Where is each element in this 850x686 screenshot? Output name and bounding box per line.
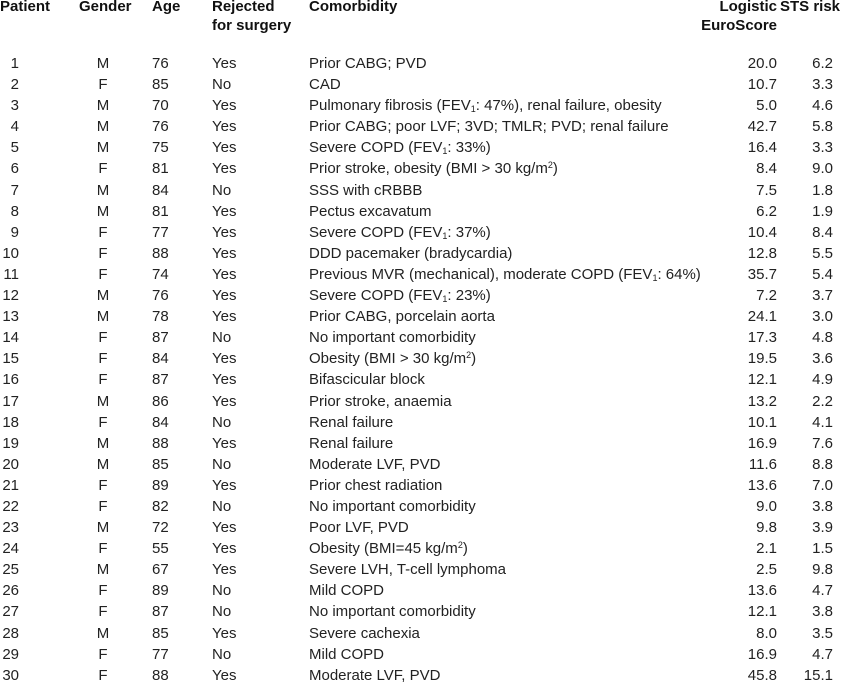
table-row bbox=[0, 158, 850, 179]
cell-euroscore: 12.1 bbox=[747, 371, 777, 389]
cell-comorbidity: Severe COPD ($FEV_1$: 33%) bbox=[309, 139, 491, 157]
cell-sts: 1.9 bbox=[812, 202, 833, 220]
table-row bbox=[0, 222, 850, 243]
cell-comorbidity: No important comorbidity bbox=[309, 497, 476, 515]
cell-euroscore: 13.2 bbox=[747, 392, 777, 410]
cell-comorbidity: CAD bbox=[309, 76, 341, 94]
cell-euroscore: 35.7 bbox=[747, 265, 777, 283]
cell-rejected: No bbox=[212, 76, 232, 94]
table-body bbox=[0, 53, 850, 686]
cell-gender: M bbox=[96, 434, 110, 452]
cell-comorbidity: Prior stroke, obesity (BMI > 30 $kg/m^2$) bbox=[309, 160, 558, 178]
cell-sts: 3.5 bbox=[812, 624, 833, 642]
cell-euroscore: 16.9 bbox=[747, 645, 777, 663]
cell-patient: 3 bbox=[10, 97, 19, 115]
table-row bbox=[0, 644, 850, 665]
cell-gender: F bbox=[98, 540, 108, 558]
cell-comorbidity: Poor LVF, PVD bbox=[309, 519, 409, 537]
cell-comorbidity: Severe LVH, T-cell lymphoma bbox=[309, 561, 507, 579]
cell-sts: 3.0 bbox=[812, 308, 833, 326]
cell-gender: M bbox=[96, 561, 110, 579]
cell-comorbidity: Moderate LVF, PVD bbox=[309, 666, 441, 684]
cell-rejected: Yes bbox=[212, 666, 237, 684]
cell-euroscore: 7.5 bbox=[756, 181, 777, 199]
cell-age: 87 bbox=[152, 603, 169, 621]
cell-rejected: Yes bbox=[212, 223, 237, 241]
cell-gender: M bbox=[96, 97, 110, 115]
table-row bbox=[0, 180, 850, 201]
cell-euroscore: 42.7 bbox=[747, 118, 777, 136]
cell-rejected: Yes bbox=[212, 519, 237, 537]
cell-age: 89 bbox=[152, 476, 169, 494]
table-row bbox=[0, 391, 850, 412]
cell-euroscore: 16.9 bbox=[747, 434, 777, 452]
cell-comorbidity: No important comorbidity bbox=[309, 603, 476, 621]
cell-patient: 25 bbox=[2, 561, 19, 579]
cell-comorbidity: Severe COPD ($FEV_1$: 37%) bbox=[309, 223, 491, 241]
cell-patient: 27 bbox=[2, 603, 19, 621]
cell-rejected: Yes bbox=[212, 265, 237, 283]
cell-euroscore: 9.8 bbox=[756, 519, 777, 537]
cell-patient: 26 bbox=[2, 582, 19, 600]
cell-age: 86 bbox=[152, 392, 169, 410]
cell-sts: 1.8 bbox=[812, 181, 833, 199]
cell-euroscore: 45.8 bbox=[747, 666, 777, 684]
table-row bbox=[0, 475, 850, 496]
cell-sts: 4.1 bbox=[812, 413, 833, 431]
cell-comorbidity: Severe COPD ($FEV_1$: 23%) bbox=[309, 287, 491, 305]
table-row bbox=[0, 53, 850, 74]
cell-patient: 18 bbox=[2, 413, 19, 431]
cell-rejected: Yes bbox=[212, 118, 237, 136]
cell-rejected: Yes bbox=[212, 244, 237, 262]
cell-comorbidity: Pulmonary fibrosis ($FEV_1$: 47%), renal failure, obesity bbox=[309, 97, 662, 115]
cell-comorbidity: Mild COPD bbox=[309, 645, 385, 663]
cell-patient: 1 bbox=[10, 55, 19, 72]
cell-comorbidity: Prior CABG; PVD bbox=[309, 55, 427, 72]
cell-rejected: No bbox=[212, 413, 232, 431]
cell-rejected: No bbox=[212, 497, 232, 515]
cell-euroscore: 2.1 bbox=[756, 540, 777, 558]
cell-euroscore: 5.0 bbox=[756, 97, 777, 115]
cell-rejected: Yes bbox=[212, 287, 237, 305]
cell-euroscore: 16.4 bbox=[747, 139, 777, 157]
cell-rejected: No bbox=[212, 645, 232, 663]
header-rejected bbox=[212, 0, 291, 35]
cell-age: 87 bbox=[152, 329, 169, 347]
cell-euroscore: 20.0 bbox=[747, 55, 777, 72]
cell-comorbidity: Previous MVR (mechanical), moderate COPD ($FEV_1$: 64%) bbox=[309, 265, 701, 283]
cell-age: 85 bbox=[152, 624, 169, 642]
table-row bbox=[0, 433, 850, 454]
cell-gender: F bbox=[98, 371, 108, 389]
cell-comorbidity: Mild COPD bbox=[309, 582, 385, 600]
cell-age: 77 bbox=[152, 645, 169, 663]
cell-gender: F bbox=[98, 413, 108, 431]
table-row bbox=[0, 74, 850, 95]
table-row bbox=[0, 243, 850, 264]
cell-comorbidity: Severe cachexia bbox=[309, 624, 420, 642]
cell-sts: 8.4 bbox=[812, 223, 833, 241]
cell-gender: M bbox=[96, 287, 110, 305]
cell-age: 70 bbox=[152, 97, 169, 115]
cell-rejected: Yes bbox=[212, 371, 237, 389]
cell-sts: 2.2 bbox=[812, 392, 833, 410]
cell-comorbidity: Moderate LVF, PVD bbox=[309, 455, 441, 473]
cell-comorbidity: SSS with cRBBB bbox=[309, 181, 423, 199]
header-sts: STS risk bbox=[780, 0, 841, 15]
cell-age: 76 bbox=[152, 55, 169, 72]
cell-gender: F bbox=[98, 497, 108, 515]
table-row bbox=[0, 623, 850, 644]
cell-euroscore: 8.4 bbox=[756, 160, 777, 178]
table-row bbox=[0, 201, 850, 222]
cell-euroscore: 17.3 bbox=[747, 329, 777, 347]
cell-sts: 9.8 bbox=[812, 561, 833, 579]
header-comorbidity: Comorbidity bbox=[309, 0, 398, 15]
cell-sts: 9.0 bbox=[812, 160, 833, 178]
table-row bbox=[0, 327, 850, 348]
table-header bbox=[0, 0, 850, 52]
cell-age: 87 bbox=[152, 371, 169, 389]
header-patient: Patient bbox=[0, 0, 51, 15]
cell-gender: M bbox=[96, 118, 110, 136]
table-row bbox=[0, 601, 850, 622]
cell-euroscore: 11.6 bbox=[748, 455, 777, 473]
cell-sts: 3.3 bbox=[812, 76, 833, 94]
cell-sts: 5.4 bbox=[812, 265, 833, 283]
cell-patient: 17 bbox=[2, 392, 19, 410]
cell-gender: F bbox=[98, 476, 108, 494]
cell-sts: 4.8 bbox=[812, 329, 833, 347]
header-gender: Gender bbox=[79, 0, 132, 15]
cell-patient: 29 bbox=[2, 645, 19, 663]
header-rejected-line1: Rejected bbox=[212, 0, 275, 15]
cell-patient: 11 bbox=[3, 265, 19, 283]
cell-comorbidity: Bifascicular block bbox=[309, 371, 425, 389]
cell-age: 84 bbox=[152, 181, 169, 199]
cell-patient: 5 bbox=[10, 139, 19, 157]
cell-euroscore: 13.6 bbox=[747, 476, 777, 494]
cell-comorbidity: Obesity (BMI > 30 $kg/m^2$) bbox=[309, 350, 477, 368]
cell-comorbidity: Renal failure bbox=[309, 413, 394, 431]
cell-euroscore: 13.6 bbox=[747, 582, 777, 600]
cell-patient: 4 bbox=[10, 118, 19, 136]
cell-age: 84 bbox=[152, 413, 169, 431]
cell-age: 84 bbox=[152, 350, 169, 368]
cell-age: 76 bbox=[152, 118, 169, 136]
cell-euroscore: 10.1 bbox=[747, 413, 777, 431]
cell-age: 55 bbox=[152, 540, 169, 558]
cell-patient: 30 bbox=[2, 666, 19, 684]
cell-patient: 2 bbox=[10, 76, 19, 94]
cell-sts: 7.6 bbox=[812, 434, 833, 452]
cell-patient: 10 bbox=[2, 244, 19, 262]
cell-rejected: Yes bbox=[212, 434, 237, 452]
cell-gender: F bbox=[98, 160, 108, 178]
cell-rejected: No bbox=[212, 582, 232, 600]
cell-age: 88 bbox=[152, 244, 169, 262]
cell-rejected: Yes bbox=[212, 308, 237, 326]
cell-comorbidity: DDD pacemaker (bradycardia) bbox=[309, 244, 513, 262]
cell-sts: 3.8 bbox=[812, 497, 833, 515]
cell-age: 74 bbox=[152, 265, 169, 283]
cell-euroscore: 24.1 bbox=[747, 308, 777, 326]
cell-gender: M bbox=[96, 392, 110, 410]
cell-rejected: Yes bbox=[212, 350, 237, 368]
table-row bbox=[0, 538, 850, 559]
cell-sts: 3.8 bbox=[812, 603, 833, 621]
cell-gender: F bbox=[98, 244, 108, 262]
table-row bbox=[0, 116, 850, 137]
cell-euroscore: 8.0 bbox=[756, 624, 777, 642]
cell-sts: 15.1 bbox=[803, 666, 833, 684]
cell-rejected: Yes bbox=[212, 476, 237, 494]
table-row bbox=[0, 496, 850, 517]
cell-gender: F bbox=[98, 603, 108, 621]
cell-sts: 8.8 bbox=[812, 455, 833, 473]
cell-patient: 15 bbox=[2, 350, 19, 368]
cell-age: 72 bbox=[152, 519, 169, 537]
cell-comorbidity: Renal failure bbox=[309, 434, 394, 452]
cell-gender: M bbox=[96, 624, 110, 642]
table-row bbox=[0, 559, 850, 580]
cell-euroscore: 7.2 bbox=[756, 287, 777, 305]
cell-patient: 23 bbox=[2, 519, 19, 537]
cell-patient: 6 bbox=[10, 160, 19, 178]
cell-age: 78 bbox=[152, 308, 169, 326]
cell-sts: 5.8 bbox=[812, 118, 833, 136]
cell-sts: 4.7 bbox=[812, 582, 833, 600]
cell-sts: 4.6 bbox=[812, 97, 833, 115]
cell-patient: 9 bbox=[10, 223, 19, 241]
cell-age: 85 bbox=[152, 76, 169, 94]
cell-sts: 4.7 bbox=[812, 645, 833, 663]
table-row bbox=[0, 306, 850, 327]
cell-gender: F bbox=[98, 223, 108, 241]
cell-rejected: Yes bbox=[212, 139, 237, 157]
header-rejected-line2: for surgery bbox=[212, 17, 292, 34]
cell-gender: F bbox=[98, 666, 108, 684]
cell-sts: 5.5 bbox=[812, 244, 833, 262]
cell-rejected: Yes bbox=[212, 55, 237, 72]
cell-gender: M bbox=[96, 519, 110, 537]
cell-rejected: No bbox=[212, 455, 232, 473]
cell-age: 88 bbox=[152, 666, 169, 684]
cell-age: 81 bbox=[152, 160, 169, 178]
cell-gender: M bbox=[96, 139, 110, 157]
cell-age: 89 bbox=[152, 582, 169, 600]
cell-rejected: No bbox=[212, 329, 232, 347]
cell-patient: 24 bbox=[2, 540, 19, 558]
cell-euroscore: 2.5 bbox=[756, 561, 777, 579]
cell-euroscore: 10.4 bbox=[747, 223, 777, 241]
table-row bbox=[0, 369, 850, 390]
cell-comorbidity: Obesity (BMI=45 $kg/m^2$) bbox=[309, 540, 468, 558]
cell-patient: 7 bbox=[10, 181, 19, 199]
cell-patient: 13 bbox=[2, 308, 19, 326]
cell-age: 85 bbox=[152, 455, 169, 473]
table-row bbox=[0, 517, 850, 538]
table-row bbox=[0, 454, 850, 475]
cell-patient: 22 bbox=[2, 497, 19, 515]
cell-euroscore: 6.2 bbox=[756, 202, 777, 220]
table-row bbox=[0, 95, 850, 116]
cell-comorbidity: Prior CABG, porcelain aorta bbox=[309, 308, 495, 326]
cell-gender: F bbox=[98, 265, 108, 283]
cell-patient: 14 bbox=[2, 329, 19, 347]
cell-euroscore: 9.0 bbox=[756, 497, 777, 515]
cell-gender: M bbox=[96, 308, 110, 326]
header-euroscore-line1: Logistic bbox=[719, 0, 777, 15]
cell-sts: 3.7 bbox=[812, 287, 833, 305]
cell-patient: 20 bbox=[2, 455, 19, 473]
cell-patient: 8 bbox=[10, 202, 19, 220]
cell-rejected: Yes bbox=[212, 561, 237, 579]
cell-age: 88 bbox=[152, 434, 169, 452]
cell-euroscore: 12.1 bbox=[747, 603, 777, 621]
cell-age: 67 bbox=[152, 561, 169, 579]
cell-gender: M bbox=[96, 55, 110, 72]
cell-euroscore: 19.5 bbox=[747, 350, 777, 368]
cell-gender: M bbox=[96, 181, 110, 199]
cell-rejected: Yes bbox=[212, 202, 237, 220]
cell-sts: 6.2 bbox=[812, 55, 833, 72]
cell-comorbidity: Prior stroke, anaemia bbox=[309, 392, 452, 410]
cell-gender: F bbox=[98, 329, 108, 347]
cell-comorbidity: No important comorbidity bbox=[309, 329, 476, 347]
cell-age: 82 bbox=[152, 497, 169, 515]
table-row bbox=[0, 285, 850, 306]
cell-patient: 12 bbox=[2, 287, 19, 305]
table-row bbox=[0, 580, 850, 601]
cell-comorbidity: Pectus excavatum bbox=[309, 202, 432, 220]
cell-gender: F bbox=[98, 645, 108, 663]
cell-rejected: Yes bbox=[212, 624, 237, 642]
cell-patient: 16 bbox=[2, 371, 19, 389]
cell-euroscore: 10.7 bbox=[747, 76, 777, 94]
cell-rejected: Yes bbox=[212, 392, 237, 410]
cell-gender: F bbox=[98, 76, 108, 94]
cell-gender: F bbox=[98, 582, 108, 600]
cell-patient: 21 bbox=[2, 476, 19, 494]
cell-sts: 4.9 bbox=[812, 371, 833, 389]
cell-gender: M bbox=[96, 455, 110, 473]
cell-rejected: No bbox=[212, 603, 232, 621]
cell-comorbidity: Prior chest radiation bbox=[309, 476, 443, 494]
cell-rejected: Yes bbox=[212, 540, 237, 558]
cell-age: 81 bbox=[152, 202, 169, 220]
cell-sts: 3.6 bbox=[812, 350, 833, 368]
header-age: Age bbox=[152, 0, 181, 15]
cell-rejected: Yes bbox=[212, 97, 237, 115]
table-row bbox=[0, 137, 850, 158]
cell-rejected: No bbox=[212, 181, 232, 199]
cell-age: 75 bbox=[152, 139, 169, 157]
cell-sts: 1.5 bbox=[812, 540, 833, 558]
header-euroscore bbox=[700, 0, 777, 35]
cell-sts: 3.3 bbox=[812, 139, 833, 157]
cell-age: 76 bbox=[152, 287, 169, 305]
cell-gender: F bbox=[98, 350, 108, 368]
cell-patient: 28 bbox=[2, 624, 19, 642]
cell-sts: 3.9 bbox=[812, 519, 833, 537]
table-row bbox=[0, 412, 850, 433]
table-row bbox=[0, 264, 850, 285]
cell-comorbidity: Prior CABG; poor LVF; 3VD; TMLR; PVD; renal failure bbox=[309, 118, 669, 136]
cell-gender: M bbox=[96, 202, 110, 220]
header-euroscore-line2: EuroScore bbox=[701, 17, 777, 34]
cell-sts: 7.0 bbox=[812, 476, 833, 494]
cell-age: 77 bbox=[152, 223, 169, 241]
table-row bbox=[0, 348, 850, 369]
cell-euroscore: 12.8 bbox=[747, 244, 777, 262]
cell-patient: 19 bbox=[2, 434, 19, 452]
cell-rejected: Yes bbox=[212, 160, 237, 178]
